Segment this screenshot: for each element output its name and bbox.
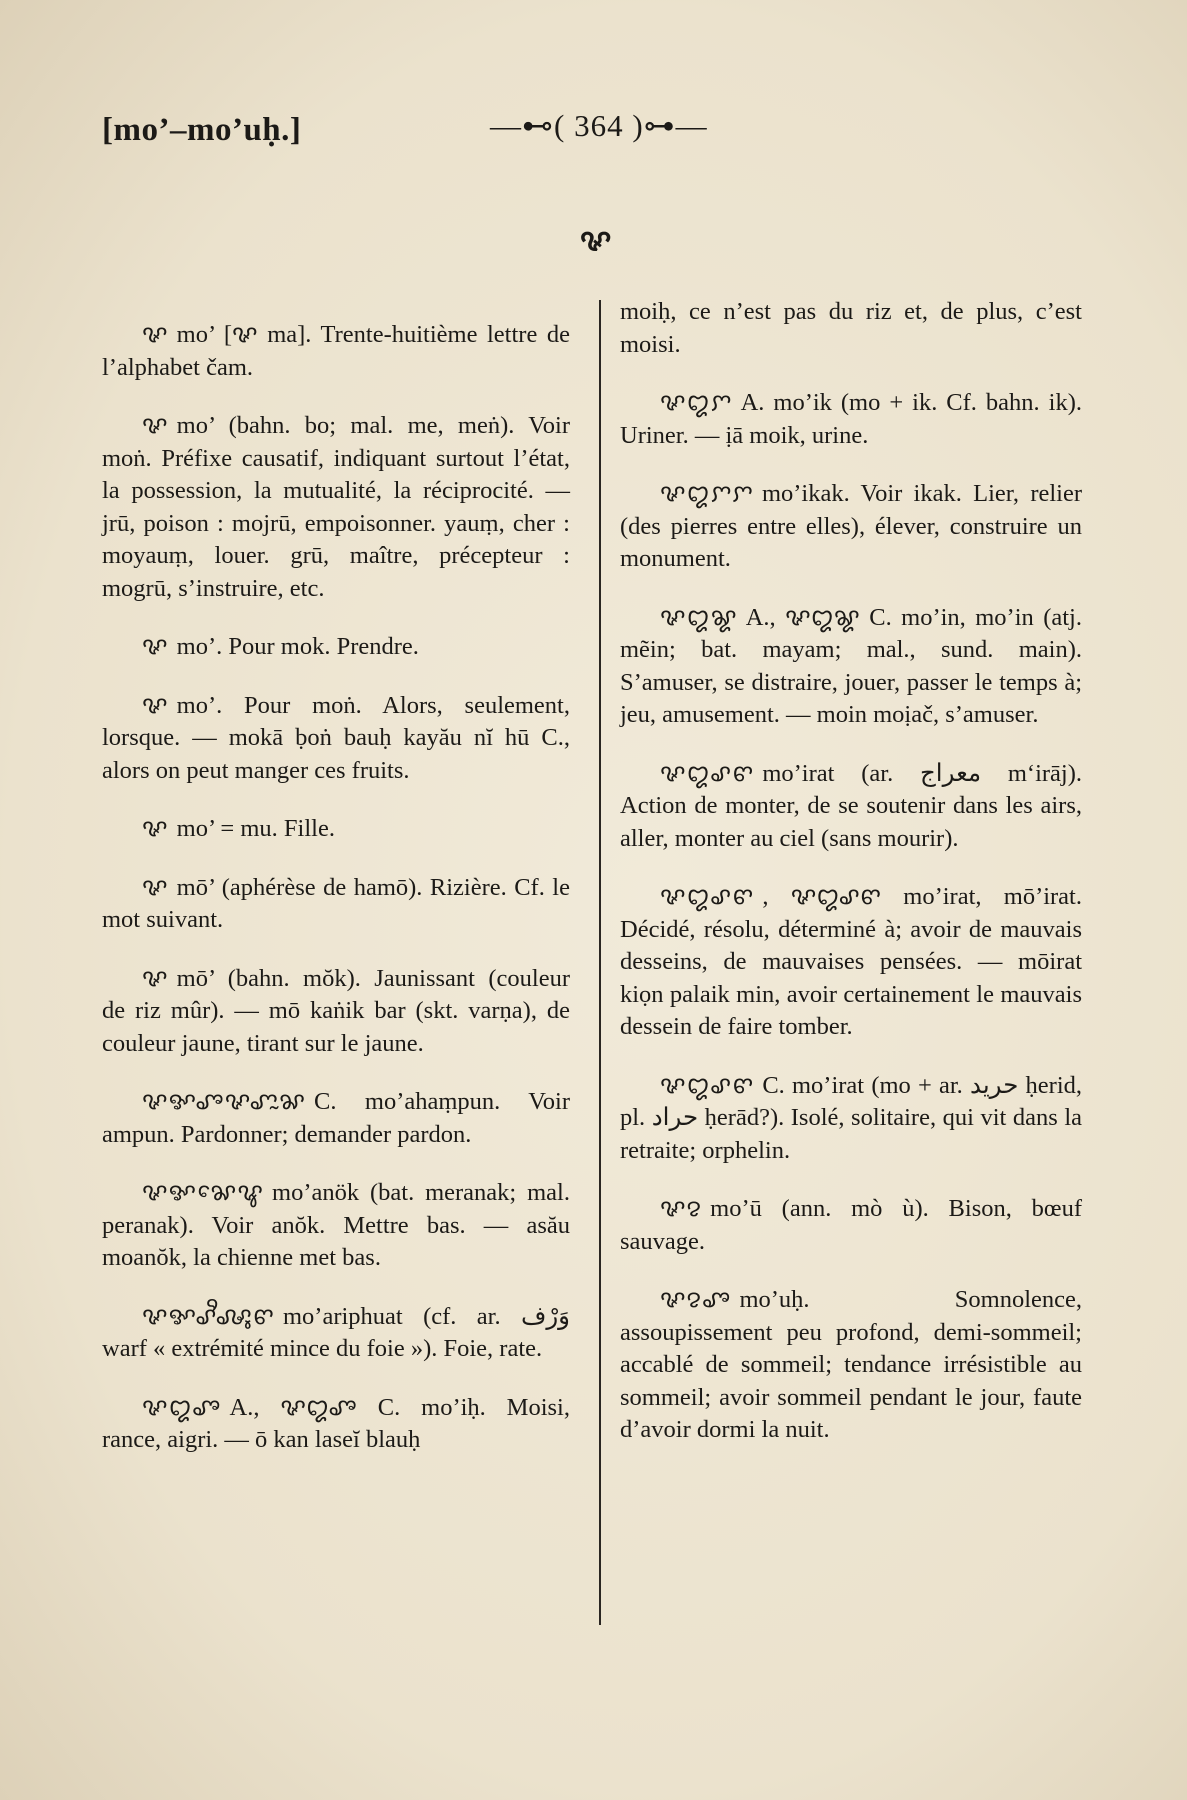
cham-script: ꨟ — [142, 871, 169, 901]
cham-script: ꨟꨀꨨꨟꨚꨭꨗ — [142, 1086, 307, 1115]
entry-text: mo’ (bahn. bo; mal. me, meṅ). Voir moṅ. Préfixe causatif, indiquant surtout l’état, la possession, la mutualité, la réciprocité. — jrū, poison : mojrū, empoisonner. yauṃ, cher : moyauṃ, louer. grū, maître, précepteur : mogrū, s’instruire, etc. — [102, 412, 570, 602]
dictionary-entry — [102, 871, 570, 937]
cham-script: ꨟ — [142, 813, 169, 842]
dictionary-entry — [620, 477, 1082, 576]
cham-script: ꨟ — [142, 319, 169, 348]
entry-text: mo’. Pour moṅ. Alors, seulement, lorsque. — mokā ḅoṅ bauḥ kayău nĭ hū C., alors on peut manger ces fruits. — [102, 691, 570, 784]
entry-text: mō’ (aphérèse de hamō). Rizière. Cf. le mot suivant. — [102, 873, 570, 933]
entry-text: mo’ariphuat (cf. ar. وَرْف warf « extrémité mince du foie »). Foie, rate. — [102, 1302, 570, 1362]
dictionary-entry — [102, 318, 570, 384]
dictionary-entry — [102, 962, 570, 1061]
right-column — [620, 296, 1082, 1472]
cham-script: ꨟꨀꨣꨪꨜꨶꨓ — [142, 1300, 275, 1330]
entry-text: mo’ikak. Voir ikak. Lier, relier (des pierres entre elles), élever, construire un monument. — [620, 480, 1082, 572]
cham-script: ꨟ — [142, 689, 169, 719]
cham-script: ꨟꨁꨆꨆ — [660, 478, 754, 507]
cham-script: ꨟꨁꨣꨓ — [660, 757, 755, 787]
entry-text: mo’ [ꨟ ma]. Trente-huitième lettre de l’alphabet čam. — [102, 321, 570, 381]
cham-script: ꨟꨁꨘ — [660, 601, 738, 631]
dictionary-entry — [102, 1300, 570, 1366]
cham-script: ꨟꨁꨨ — [142, 1391, 222, 1421]
dictionary-entry — [620, 601, 1082, 732]
entry-text: A., ꨟꨁꨘ C. mo’in, mo’in (atj. mẽin; bat. mayam; mal., sund. main). S’amuser, se distraire, jouer, passer le temps à; jeu, amusement. — moin moịač, s’amuser. — [620, 603, 1082, 728]
entry-text: mo’ū (ann. mò ù). Bison, bœuf sauvage. — [620, 1195, 1082, 1255]
entry-text: , ꨟꨁꨣꨓ mo’irat, mō’irat. Décidé, résolu, déterminé à; avoir de mauvais desseins, de mauvaises pensées. — mōirat kiọn palaik min, avoir certainement le mauvais dessein de faire tomber. — [620, 883, 1082, 1040]
dictionary-entry — [102, 1391, 570, 1457]
dictionary-entry — [102, 409, 570, 605]
dictionary-entry — [102, 630, 570, 664]
cham-script: ꨟꨂ — [660, 1193, 703, 1222]
dictionary-entry — [102, 812, 570, 846]
cham-script: ꨟꨁꨣꨓ — [660, 881, 755, 910]
dictionary-entry — [620, 1069, 1082, 1168]
entry-text: mo’anök (bat. meranak; mal. peranak). Voir anŏk. Mettre bas. — asău moanŏk, la chienne met bas. — [102, 1179, 570, 1271]
dictionary-entry — [620, 1283, 1082, 1447]
dictionary-entry — [102, 689, 570, 788]
dictionary-entry — [620, 880, 1082, 1044]
cham-script: ꨟ — [142, 410, 169, 439]
entry-text: mo’uḥ. Somnolence, assoupissement peu profond, demi-sommeil; accablé de sommeil; tendance irrésistible au sommeil; avoir sommeil pendant le jour, faute d’avoir dormi la nuit. — [620, 1286, 1082, 1443]
dictionary-entry — [620, 757, 1082, 856]
cham-script: ꨟ — [142, 631, 169, 660]
entry-text: mo’irat (ar. معراج m‘irāj). Action de monter, de se soutenir dans les airs, aller, monter au ciel (sans mourir). — [620, 759, 1083, 852]
cham-script: ꨟꨂꨨ — [660, 1284, 732, 1313]
entry-text: mo’. Pour mok. Prendre. — [176, 633, 419, 660]
column-divider — [599, 300, 601, 1625]
entry-text: C. mo’ahaṃpun. Voir ampun. Pardonner; demander pardon. — [102, 1088, 570, 1148]
entry-text: moiḥ, ce n’est pas du riz et, de plus, c’est moisi. — [620, 298, 1082, 358]
entry-text: C. mo’irat (mo + ar. حريد ḥerid, pl. حراد ḥerād?). Isolé, solitaire, qui vit dans la retraite; orphelin. — [620, 1071, 1083, 1164]
left-column — [102, 318, 570, 1482]
entry-text: A. mo’ik (mo + ik. Cf. bahn. ik). Uriner. — ịā moik, urine. — [620, 389, 1082, 449]
cham-script: ꨟꨁꨣꨓ — [660, 1069, 755, 1099]
dictionary-entry — [620, 296, 1082, 361]
entry-text: A., ꨟꨁꨨ C. mo’iḥ. Moisi, rance, aigri. — ō kan laseĭ blauḥ — [102, 1393, 570, 1453]
page-header — [0, 108, 1187, 158]
dictionary-entry — [620, 386, 1082, 452]
page-number: —⊷( 364 )⊶— — [490, 108, 708, 143]
dictionary-entry — [102, 1085, 570, 1151]
dictionary-entry — [620, 1192, 1082, 1258]
entry-text: mō’ (bahn. mŏk). Jaunissant (couleur de riz mûr). — mō kaṅik bar (skt. varṇa), de couleur jaune, tirant sur le jaune. — [102, 964, 570, 1057]
dictionary-entry — [102, 1176, 570, 1275]
running-head: [mo’–mo’uḥ.] — [102, 112, 302, 148]
cham-script: ꨟꨁꨆ — [660, 387, 733, 416]
entry-text: mo’ = mu. Fille. — [176, 815, 335, 842]
section-letter: ꨟ — [580, 224, 612, 257]
cham-script: ꨟ — [142, 962, 169, 992]
cham-script: ꨟꨀꨗꨯꨥ — [142, 1177, 265, 1206]
